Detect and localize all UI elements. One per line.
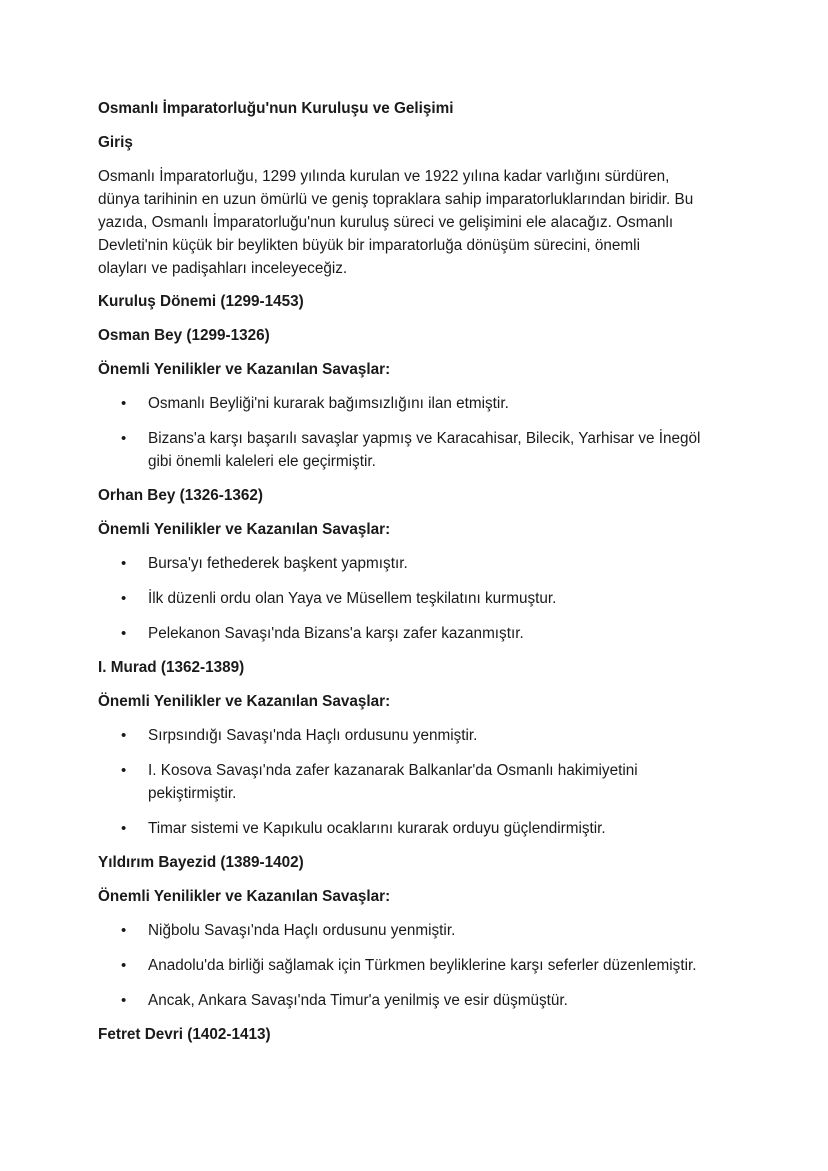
bullet-icon: •	[121, 555, 127, 572]
bullet-list	[98, 552, 738, 645]
bullet-list	[98, 392, 738, 473]
list-item-text: Niğbolu Savaşı'nda Haçlı ordusunu yenmiştir.	[148, 922, 456, 939]
bullet-icon: •	[121, 957, 127, 974]
list-item	[98, 587, 738, 610]
list-item-text: Timar sistemi ve Kapıkulu ocaklarını kurarak orduyu güçlendirmiştir.	[148, 820, 606, 837]
bullet-icon: •	[121, 625, 127, 642]
bullet-list	[98, 919, 738, 1012]
list-item-text: Sırpsındığı Savaşı'nda Haçlı ordusunu yenmiştir.	[148, 727, 478, 744]
bullet-icon: •	[121, 395, 127, 412]
intro-line: yazıda, Osmanlı İmparatorluğu'nun kuruluş süreci ve gelişimini ele alacağız. Osmanlı	[98, 214, 674, 231]
period-heading: Kuruluş Dönemi (1299-1453)	[98, 293, 304, 310]
bullet-icon: •	[121, 727, 127, 744]
list-item	[98, 622, 738, 645]
bullet-icon: •	[121, 590, 127, 607]
ruler-heading: Orhan Bey (1326-1362)	[98, 487, 263, 504]
ruler-section-orhan-bey	[98, 484, 738, 645]
ruler-subheading: Önemli Yenilikler ve Kazanılan Savaşlar:	[98, 521, 391, 538]
list-item-text: pekiştirmiştir.	[148, 785, 237, 802]
list-item-text: Pelekanon Savaşı'nda Bizans'a karşı zafer kazanmıştır.	[148, 625, 524, 642]
intro-line: dünya tarihinin en uzun ömürlü ve geniş topraklara sahip imparatorluklarından biridir. Bu	[98, 191, 694, 208]
bullet-icon: •	[121, 820, 127, 837]
document-title: Osmanlı İmparatorluğu'nun Kuruluşu ve Gelişimi	[98, 100, 454, 117]
fetret-heading: Fetret Devri (1402-1413)	[98, 1026, 271, 1043]
intro-paragraph	[98, 165, 738, 280]
ruler-subheading: Önemli Yenilikler ve Kazanılan Savaşlar:	[98, 361, 391, 378]
list-item-text: Osmanlı Beyliği'ni kurarak bağımsızlığını ilan etmiştir.	[148, 395, 509, 412]
intro-line: Osmanlı İmparatorluğu, 1299 yılında kurulan ve 1922 yılına kadar varlığını sürdüren,	[98, 168, 670, 185]
list-item-text: Bursa'yı fethederek başkent yapmıştır.	[148, 555, 408, 572]
list-item	[98, 954, 738, 977]
list-item-text: I. Kosova Savaşı'nda zafer kazanarak Balkanlar'da Osmanlı hakimiyetini	[148, 762, 638, 779]
list-item-text: Anadolu'da birliği sağlamak için Türkmen beyliklerine karşı seferler düzenlemiştir.	[148, 957, 697, 974]
bullet-icon: •	[121, 922, 127, 939]
ruler-heading: Osman Bey (1299-1326)	[98, 327, 270, 344]
list-item	[98, 392, 738, 415]
document-page	[98, 97, 738, 1057]
bullet-icon: •	[121, 762, 127, 779]
list-item-text: İlk düzenli ordu olan Yaya ve Müsellem teşkilatını kurmuştur.	[148, 590, 557, 607]
list-item	[98, 724, 738, 747]
list-item	[98, 989, 738, 1012]
ruler-subheading: Önemli Yenilikler ve Kazanılan Savaşlar:	[98, 888, 391, 905]
list-item-text: gibi önemli kaleleri ele geçirmiştir.	[148, 453, 376, 470]
intro-line: olayları ve padişahları inceleyeceğiz.	[98, 260, 348, 277]
ruler-heading: I. Murad (1362-1389)	[98, 659, 245, 676]
ruler-subheading: Önemli Yenilikler ve Kazanılan Savaşlar:	[98, 693, 391, 710]
ruler-heading: Yıldırım Bayezid (1389-1402)	[98, 854, 304, 871]
list-item	[98, 817, 738, 840]
bullet-list	[98, 724, 738, 840]
bullet-icon: •	[121, 992, 127, 1009]
list-item	[98, 759, 738, 805]
bullet-icon: •	[121, 430, 127, 447]
ruler-section-murad-i	[98, 656, 738, 840]
list-item-text: Bizans'a karşı başarılı savaşlar yapmış ve Karacahisar, Bilecik, Yarhisar ve İnegöl	[148, 430, 701, 447]
list-item	[98, 919, 738, 942]
list-item	[98, 427, 738, 473]
intro-line: Devleti'nin küçük bir beylikten büyük bir imparatorluğa dönüşüm sürecini, önemli	[98, 237, 640, 254]
ruler-section-osman-bey	[98, 324, 738, 473]
ruler-section-yildirim-bayezid	[98, 851, 738, 1012]
intro-heading: Giriş	[98, 134, 133, 151]
list-item-text: Ancak, Ankara Savaşı'nda Timur'a yenilmiş ve esir düşmüştür.	[148, 992, 568, 1009]
list-item	[98, 552, 738, 575]
